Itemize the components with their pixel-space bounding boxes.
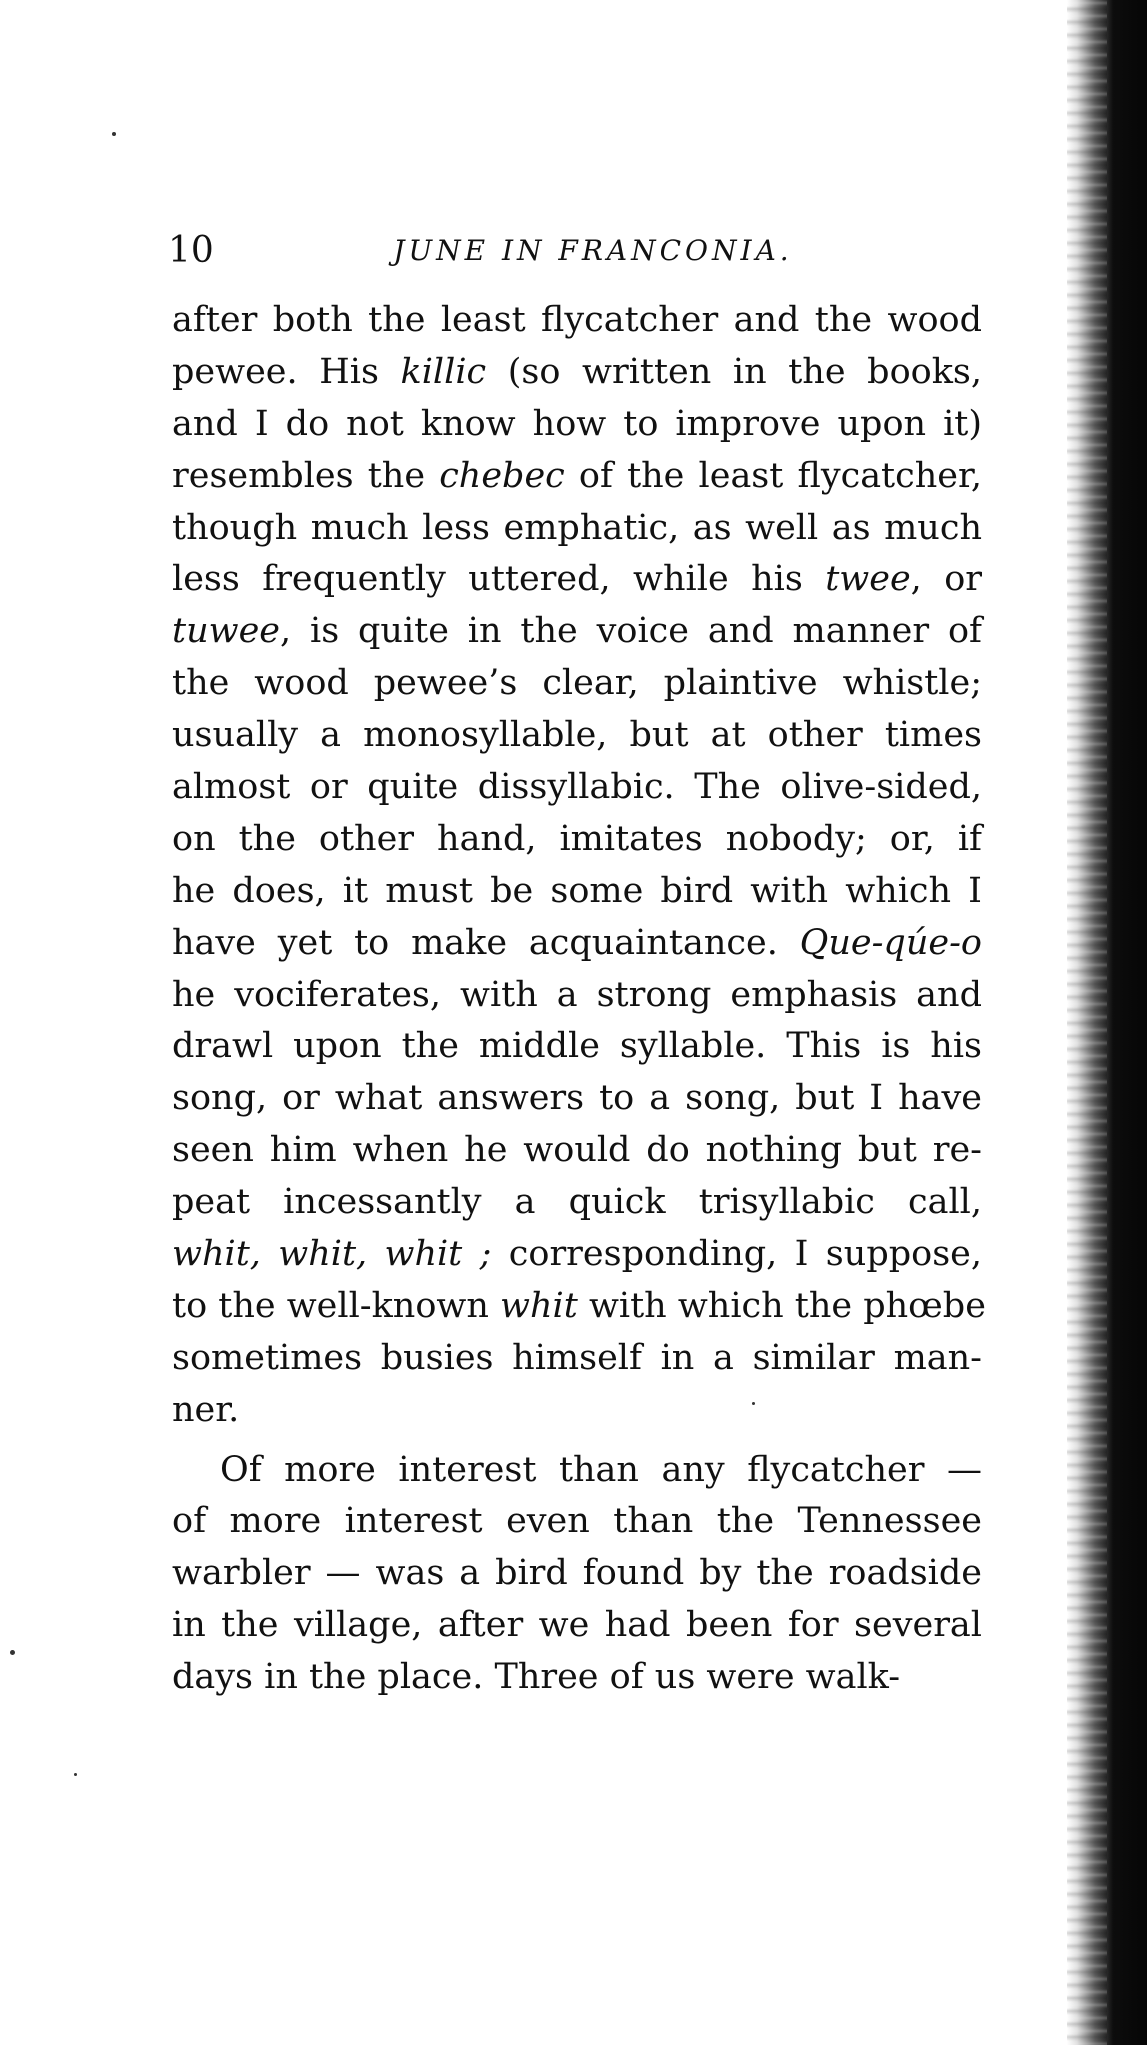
- text-line: [172, 762, 982, 814]
- paragraph-gap: [172, 1437, 982, 1445]
- text-run: almost or quite dissyllabic. The olive-sided,: [172, 767, 982, 808]
- text-run: less frequently uttered, while his: [172, 559, 826, 600]
- text-line: [172, 399, 982, 451]
- text-run: of more interest even than the Tennessee: [172, 1501, 982, 1542]
- running-header: [168, 226, 988, 276]
- page-number: 10: [168, 230, 214, 271]
- text-run: after both the least flycatcher and the wood: [172, 300, 982, 340]
- text-line: [172, 1445, 982, 1497]
- text-line: [172, 1652, 982, 1704]
- text-line: [172, 918, 982, 970]
- text-run: he vociferates, with a strong emphasis and: [172, 974, 982, 1015]
- text-line: [172, 295, 982, 347]
- text-line: [172, 503, 982, 555]
- text-run: have yet to make acquaintance.: [172, 922, 800, 963]
- text-line: [172, 1177, 982, 1229]
- text-run: on the other hand, imitates nobody; or, if: [172, 818, 982, 859]
- scan-speck: [74, 1773, 77, 1776]
- text-run: Of more interest than any flycatcher —: [220, 1449, 982, 1490]
- text-run: he does, it must be some bird with which I: [172, 870, 982, 911]
- text-line: [172, 1385, 982, 1437]
- text-run: sometimes busies himself in a similar man-: [172, 1337, 982, 1378]
- text-run: with which the phœbe: [577, 1285, 986, 1326]
- text-line: [172, 814, 982, 866]
- text-run: peat incessantly a quick trisyllabic call,: [172, 1182, 982, 1223]
- text-run: resembles the: [172, 455, 440, 496]
- text-run: , is quite in the voice and manner of: [280, 611, 982, 652]
- italic-text: tuwee: [172, 611, 280, 652]
- italic-text: whit, whit, whit ;: [172, 1234, 492, 1275]
- text-run: seen him when he would do nothing but re-: [172, 1130, 982, 1171]
- text-run: to the well-known: [172, 1285, 501, 1326]
- text-run: days in the place. Three of us were walk-: [172, 1657, 901, 1698]
- text-run: of the least flycatcher,: [564, 455, 982, 496]
- text-line: [172, 451, 982, 503]
- text-run: though much less emphatic, as well as much: [172, 507, 982, 548]
- text-line: [172, 1600, 982, 1652]
- text-run: and I do not know how to improve upon it): [172, 403, 982, 444]
- scan-speck: [10, 1650, 15, 1655]
- page-edge-shadow: [1067, 0, 1147, 2045]
- italic-text: killic: [400, 351, 487, 392]
- text-line: [172, 658, 982, 710]
- italic-text: Que-qúe-o: [799, 922, 982, 963]
- text-line: [172, 1333, 982, 1385]
- italic-text: twee: [825, 559, 911, 600]
- italic-text: whit: [500, 1285, 578, 1326]
- text-run: song, or what answers to a song, but I have: [172, 1078, 982, 1119]
- italic-text: chebec: [439, 455, 565, 496]
- text-run: the wood pewee’s clear, plaintive whistle;: [172, 663, 982, 704]
- text-line: [172, 1281, 986, 1333]
- text-line: [172, 1073, 982, 1125]
- body-text: [172, 295, 986, 1704]
- text-run: ner.: [172, 1389, 240, 1430]
- text-run: in the village, after we had been for several: [172, 1605, 982, 1646]
- scan-speck: [112, 132, 116, 136]
- text-line: [172, 1548, 982, 1600]
- text-run: usually a monosyllable, but at other times: [172, 715, 982, 756]
- text-line: [172, 606, 982, 658]
- text-line: [172, 1021, 982, 1073]
- text-line: [172, 970, 982, 1022]
- paragraph: [172, 295, 986, 1437]
- text-run: , or: [910, 559, 982, 600]
- text-line: [172, 1229, 982, 1281]
- text-line: [172, 347, 982, 399]
- text-run: pewee. His: [172, 351, 401, 392]
- text-line: [172, 866, 982, 918]
- running-title: JUNE IN FRANCONIA.: [393, 234, 793, 267]
- text-line: [172, 1125, 982, 1177]
- text-line: [172, 1496, 982, 1548]
- text-run: corresponding, I suppose,: [491, 1234, 982, 1275]
- paragraph: [172, 1445, 982, 1704]
- text-run: warbler — was a bird found by the roadside: [172, 1553, 982, 1594]
- text-run: drawl upon the middle syllable. This is his: [172, 1026, 982, 1067]
- text-run: (so written in the books,: [486, 351, 983, 392]
- text-line: [172, 710, 982, 762]
- text-line: [172, 554, 982, 606]
